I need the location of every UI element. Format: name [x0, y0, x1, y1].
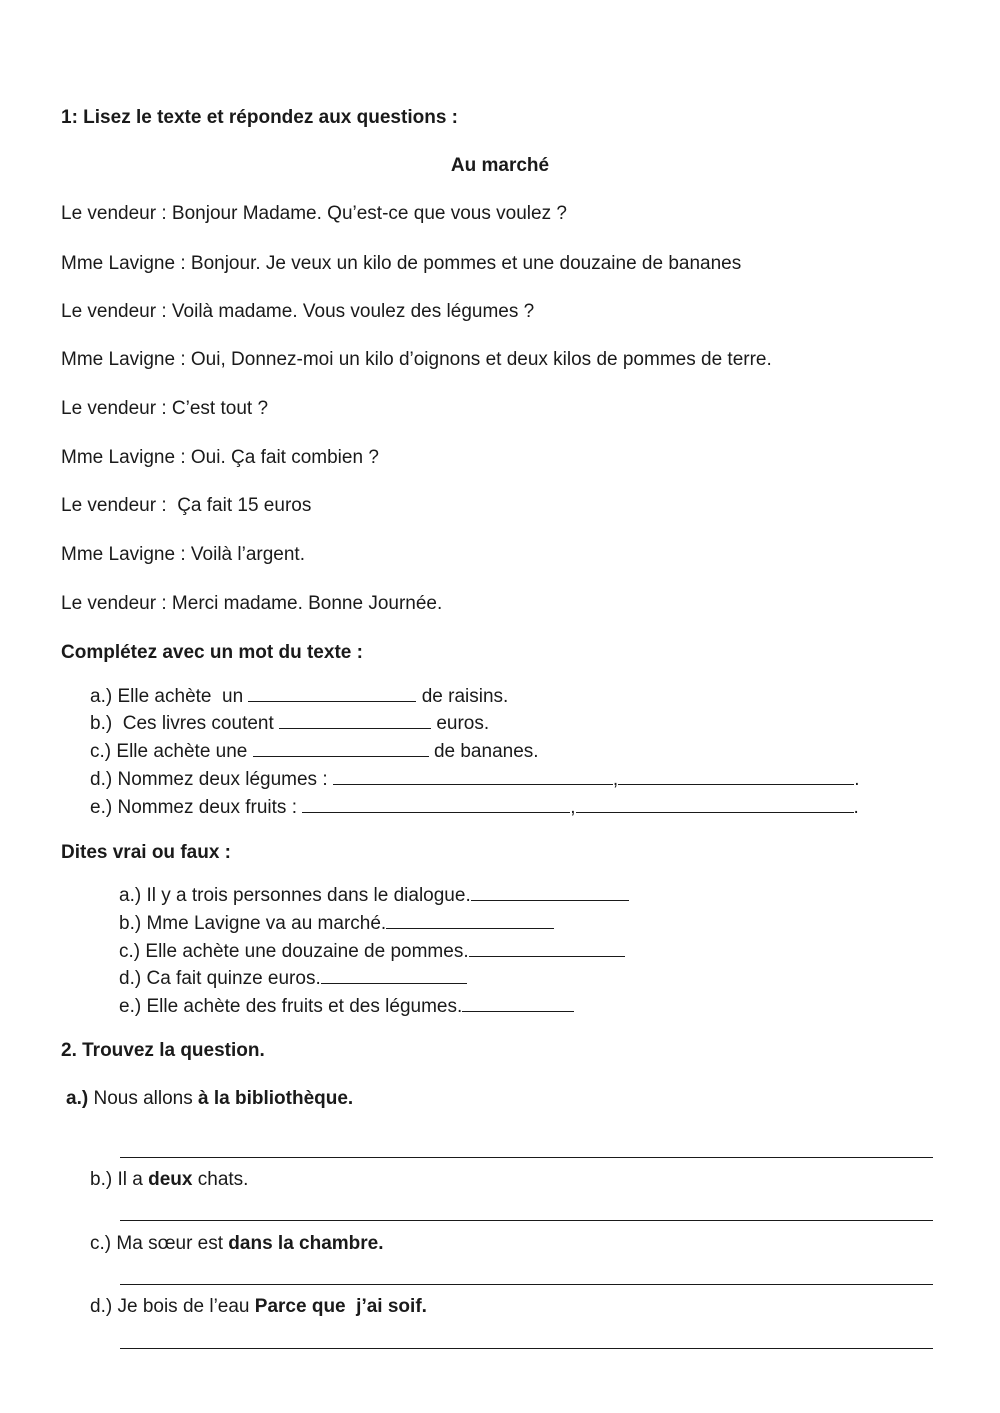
item-text: Ca fait quinze euros. — [146, 968, 321, 989]
section-heading: 1: Lisez le texte et répondez aux questions : — [61, 107, 458, 128]
answer-blank[interactable] — [253, 740, 429, 757]
end-mark: . — [853, 797, 859, 818]
complete-item — [90, 796, 859, 820]
item-label: d.) — [90, 1296, 113, 1317]
item-text: Il y a trois personnes dans le dialogue. — [146, 885, 471, 906]
answer-blank[interactable] — [386, 912, 554, 929]
answer-blank[interactable] — [576, 796, 854, 813]
item-label: e.) — [119, 996, 142, 1017]
item-text: de bananes. — [433, 741, 539, 762]
end-mark: . — [854, 769, 860, 790]
dialogue-line: Mme Lavigne : Oui, Donnez-moi un kilo d’oignons et deux kilos de pommes de terre. — [61, 349, 772, 370]
question-item — [90, 1295, 427, 1319]
truefalse-item — [119, 940, 625, 964]
item-label: c.) — [119, 941, 141, 962]
answer-blank[interactable] — [462, 995, 574, 1012]
item-text: Mme Lavigne va au marché. — [146, 913, 387, 934]
item-emphasis: Parce que j’ai soif. — [254, 1296, 427, 1317]
complete-heading: Complétez avec un mot du texte : — [61, 642, 363, 663]
item-text: Nommez deux fruits : — [117, 797, 297, 818]
item-label: b.) — [90, 713, 113, 734]
complete-item — [90, 768, 859, 792]
item-text: Il a — [117, 1169, 143, 1190]
dialogue-line: Mme Lavigne : Oui. Ça fait combien ? — [61, 447, 379, 468]
question-item — [66, 1087, 353, 1111]
item-label: a.) — [90, 686, 113, 707]
item-label: a.) — [66, 1088, 89, 1109]
item-text: Elle achète des fruits et des légumes. — [146, 996, 463, 1017]
answer-blank[interactable] — [321, 967, 467, 984]
item-text: Elle achète une — [116, 741, 248, 762]
dialogue-line: Le vendeur : Merci madame. Bonne Journée. — [61, 593, 443, 614]
separator: , — [570, 797, 576, 818]
item-text: Je bois de l’eau — [117, 1296, 250, 1317]
dialogue-line: Le vendeur : Voilà madame. Vous voulez des légumes ? — [61, 301, 535, 322]
item-label: c.) — [90, 741, 112, 762]
section2-heading: 2. Trouvez la question. — [61, 1040, 265, 1061]
answer-blank[interactable] — [279, 712, 431, 729]
separator: , — [612, 769, 619, 790]
answer-line[interactable] — [120, 1220, 933, 1221]
question-item — [90, 1232, 384, 1256]
complete-item — [90, 712, 489, 736]
answer-line[interactable] — [120, 1157, 933, 1158]
complete-item — [90, 685, 508, 709]
answer-blank[interactable] — [469, 940, 625, 957]
item-text: Nous allons — [93, 1088, 193, 1109]
answer-blank[interactable] — [618, 768, 854, 785]
item-emphasis: à la bibliothèque. — [198, 1088, 354, 1109]
item-text: de raisins. — [421, 686, 509, 707]
answer-blank[interactable] — [333, 768, 613, 785]
truefalse-item — [119, 995, 574, 1019]
dialogue-line: Le vendeur : Ça fait 15 euros — [61, 495, 312, 516]
truefalse-item — [119, 884, 629, 908]
item-label: b.) — [90, 1169, 113, 1190]
item-label: a.) — [119, 885, 142, 906]
dialogue-line: Le vendeur : Bonjour Madame. Qu’est-ce que vous voulez ? — [61, 203, 567, 224]
item-emphasis: dans la chambre. — [228, 1233, 384, 1254]
answer-line[interactable] — [120, 1348, 933, 1349]
item-text: Ces livres coutent — [117, 713, 274, 734]
answer-line[interactable] — [120, 1284, 933, 1285]
truefalse-item — [119, 912, 554, 936]
item-text: Elle achète un — [117, 686, 244, 707]
item-text: Ma sœur est — [116, 1233, 224, 1254]
complete-item — [90, 740, 539, 764]
dialogue-line: Mme Lavigne : Bonjour. Je veux un kilo de pommes et une douzaine de bananes — [61, 253, 742, 274]
item-text: chats. — [197, 1169, 249, 1190]
item-text: euros. — [436, 713, 490, 734]
item-label: d.) — [119, 968, 142, 989]
item-label: b.) — [119, 913, 142, 934]
answer-blank[interactable] — [248, 685, 416, 702]
truefalse-heading: Dites vrai ou faux : — [61, 842, 231, 863]
item-text: Elle achète une douzaine de pommes. — [145, 941, 469, 962]
item-emphasis: deux — [148, 1169, 193, 1190]
item-label: d.) — [90, 769, 113, 790]
answer-blank[interactable] — [302, 796, 570, 813]
truefalse-item — [119, 967, 467, 991]
dialogue-line: Mme Lavigne : Voilà l’argent. — [61, 544, 305, 565]
dialogue-line: Le vendeur : C’est tout ? — [61, 398, 269, 419]
question-item — [90, 1168, 248, 1192]
item-label: c.) — [90, 1233, 112, 1254]
answer-blank[interactable] — [471, 884, 629, 901]
item-label: e.) — [90, 797, 113, 818]
text-title: Au marché — [450, 155, 550, 176]
item-text: Nommez deux légumes : — [117, 769, 328, 790]
